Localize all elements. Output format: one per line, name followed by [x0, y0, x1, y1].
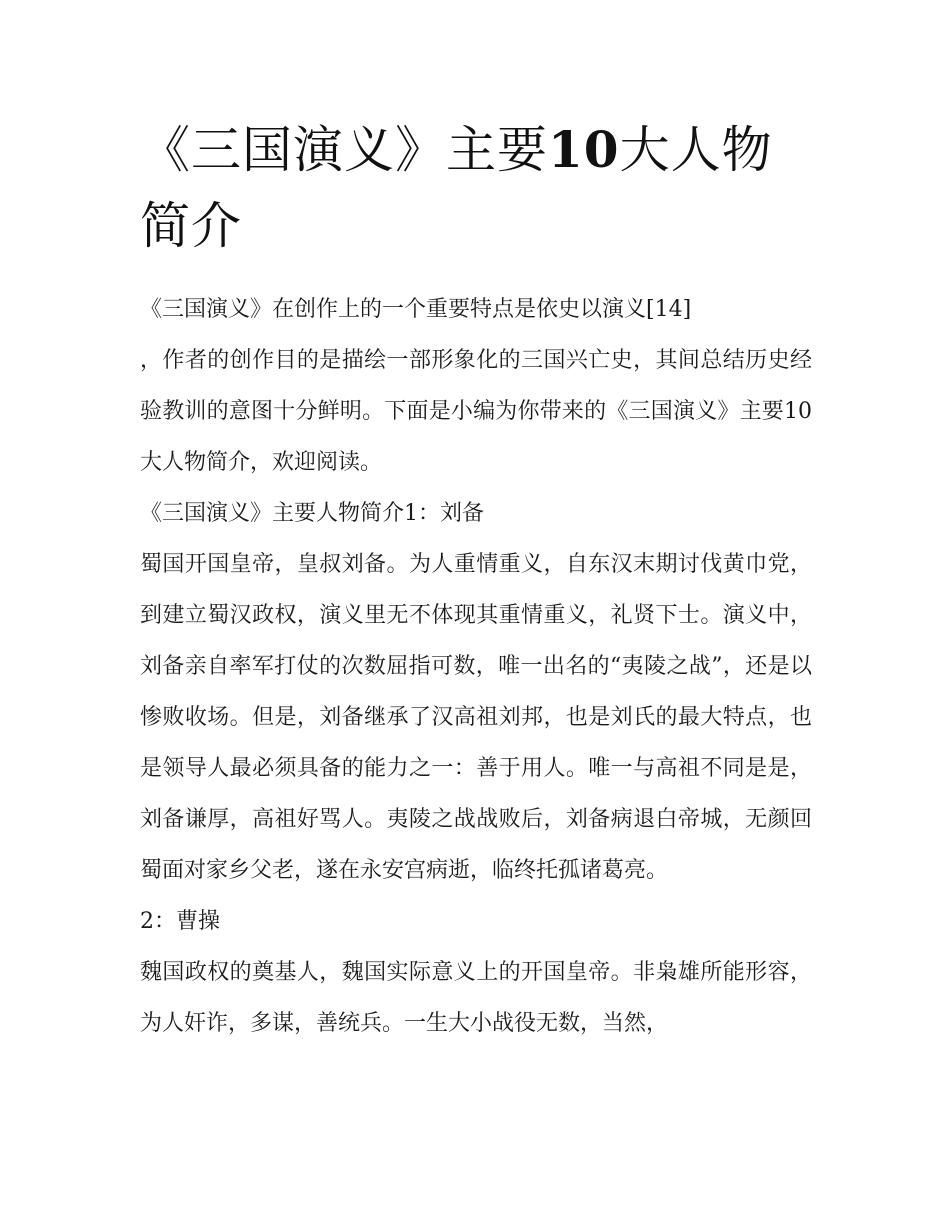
title-number: 10	[548, 120, 620, 179]
title-prefix: 《三国演义》主要	[140, 121, 548, 179]
section-text-caocao: 魏国政权的奠基人，魏国实际意义上的开国皇帝。非枭雄所能形容，为人奸诈，多谋，善统兵。一生大小战役无数，当然，	[140, 960, 812, 1036]
section-heading-caocao: 2：曹操	[140, 909, 220, 934]
document-title	[140, 112, 812, 264]
document-page	[140, 112, 812, 1049]
section-heading-liubei: 《三国演义》主要人物简介1：刘备	[140, 501, 484, 526]
intro-paragraph: ，作者的创作目的是描绘一部形象化的三国兴亡史，其间总结历史经验教训的意图十分鲜明。下面是小编为你带来的《三国演义》主要10大人物简介，欢迎阅读。	[140, 348, 812, 475]
section-text-liubei: 蜀国开国皇帝，皇叔刘备。为人重情重义，自东汉末期讨伐黄巾党，到建立蜀汉政权，演义里无不体现其重情重义，礼贤下士。演义中，刘备亲自率军打仗的次数屈指可数，唯一出名的“夷陵之战”，还是以惨败收场。但是，刘备继承了汉高祖刘邦，也是刘氏的最大特点，也是领导人最必须具备的能力之一：善于用人。唯一与高祖不同是是，刘备谦厚，高祖好骂人。夷陵之战战败后，刘备病退白帝城，无颜回蜀面对家乡父老，遂在永安宫病逝，临终托孤诸葛亮。	[140, 552, 812, 883]
intro-line: 《三国演义》在创作上的一个重要特点是依史以演义[14]	[140, 297, 692, 322]
title-suffix: 大人物简介	[140, 121, 773, 255]
document-body	[140, 284, 812, 1049]
